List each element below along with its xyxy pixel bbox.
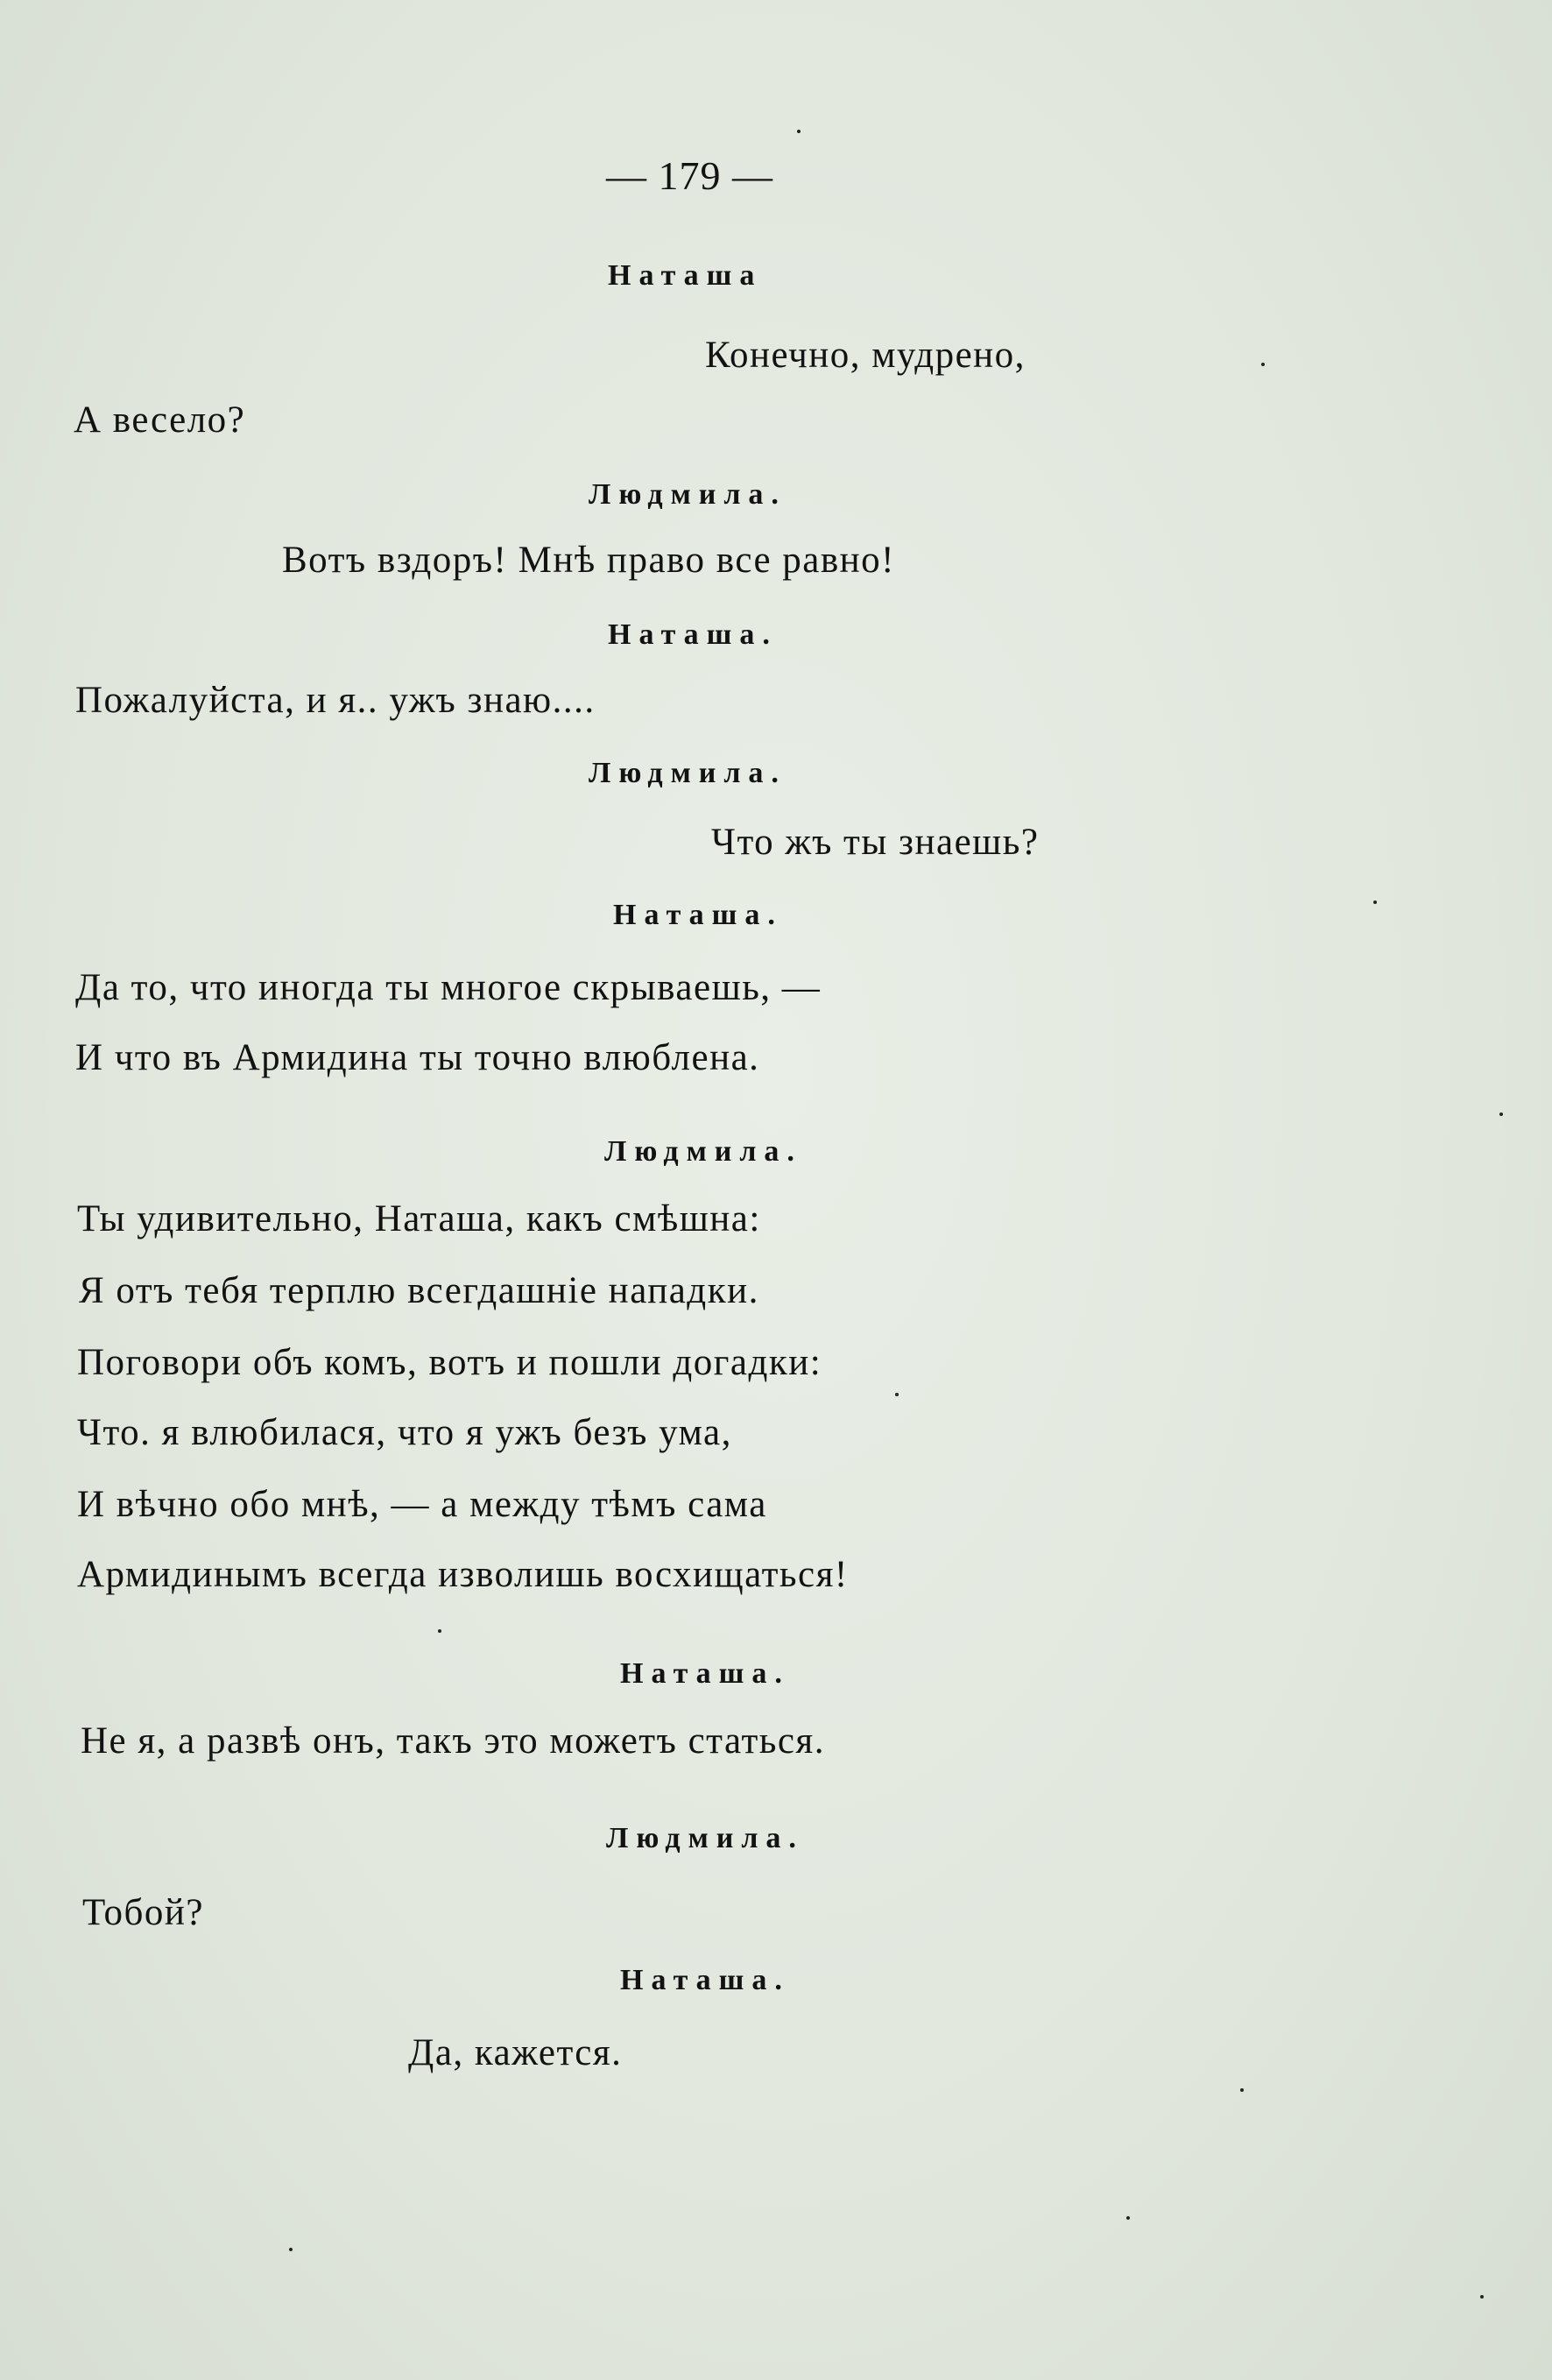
ink-speck bbox=[1480, 2295, 1484, 2299]
ink-speck bbox=[1261, 363, 1265, 366]
verse-line: И вѣчно обо мнѣ, — а между тѣмъ сама bbox=[77, 1484, 767, 1525]
page-number: — 179 — bbox=[606, 153, 773, 198]
verse-line: Что жъ ты знаешь? bbox=[711, 822, 1040, 863]
verse-line: Да, кажется. bbox=[408, 2032, 623, 2073]
speaker-name: Наташа. bbox=[608, 618, 778, 651]
verse-line: Не я, а развѣ онъ, такъ это можетъ статься. bbox=[81, 1720, 825, 1762]
verse-line: Поговори объ комъ, вотъ и пошли догадки: bbox=[77, 1342, 822, 1383]
ink-speck bbox=[438, 1629, 441, 1633]
ink-speck bbox=[289, 2248, 293, 2251]
speaker-name: Наташа. bbox=[613, 899, 783, 931]
verse-line: Конечно, мудрено, bbox=[705, 335, 1026, 376]
verse-line: И что въ Армидина ты точно влюблена. bbox=[75, 1037, 760, 1078]
ink-speck bbox=[1373, 900, 1377, 904]
verse-line: Что. я влюбилася, что я ужъ безъ ума, bbox=[77, 1412, 732, 1453]
verse-line: Я отъ тебя терплю всегдашніе нападки. bbox=[79, 1270, 759, 1311]
ink-speck bbox=[797, 130, 801, 133]
speaker-name: Наташа. bbox=[620, 1657, 790, 1690]
speaker-name: Людмила. bbox=[604, 1135, 802, 1168]
ink-speck bbox=[1126, 2216, 1130, 2220]
ink-speck bbox=[1499, 1112, 1503, 1116]
verse-line: Армидинымъ всегда изволишь восхищаться! bbox=[77, 1554, 849, 1595]
ink-speck bbox=[1240, 2088, 1244, 2092]
speaker-name: Людмила. bbox=[589, 757, 787, 789]
speaker-name: Наташа bbox=[608, 259, 763, 292]
speaker-name: Наташа. bbox=[620, 1964, 790, 1996]
ink-speck bbox=[895, 1393, 899, 1396]
verse-line: Да то, что иногда ты многое скрываешь, — bbox=[75, 967, 822, 1008]
verse-line: А весело? bbox=[74, 399, 246, 441]
verse-line: Пожалуйста, и я.. ужъ знаю.... bbox=[75, 680, 596, 721]
speaker-name: Людмила. bbox=[606, 1822, 804, 1854]
verse-line: Тобой? bbox=[82, 1892, 205, 1933]
verse-line: Ты удивительно, Наташа, какъ смѣшна: bbox=[77, 1198, 761, 1239]
speaker-name: Людмила. bbox=[589, 478, 787, 511]
verse-line: Вотъ вздоръ! Мнѣ право все равно! bbox=[282, 540, 896, 581]
